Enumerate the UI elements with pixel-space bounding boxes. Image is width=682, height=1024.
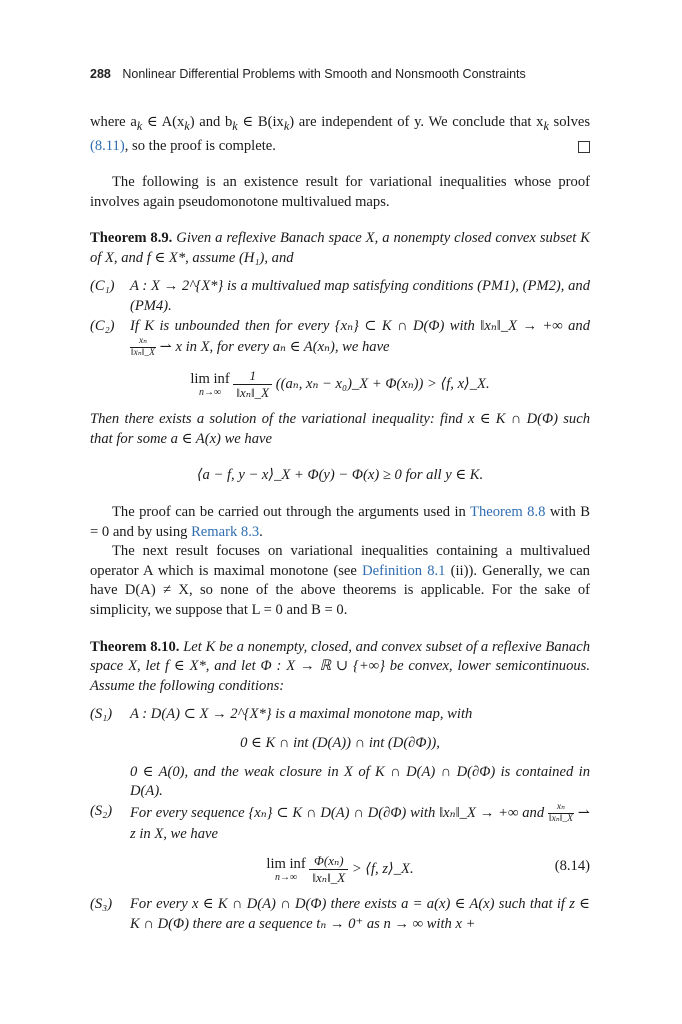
text-run: . (259, 523, 263, 540)
condition-s1-after: 0 ∈ A(0), and the weak closure in X of K ∩ D(A) ∩ D(∂Φ) is contained in D(A). (130, 763, 590, 800)
condition-s2 (90, 802, 590, 845)
spacer (90, 621, 590, 638)
condition-s2-label: (S₂) (90, 802, 113, 819)
fraction-numerator: xₙ (130, 336, 156, 348)
spacer (90, 696, 590, 705)
spacer (90, 359, 590, 368)
theorem-8-9-conclusion: Then there exists a solution of the variational inequality: find x ∈ K ∩ D(Φ) such that for some a ∈ A(x) we have (90, 411, 590, 447)
text-run: ∈ A(x (146, 114, 185, 130)
qed-box-icon (578, 141, 590, 153)
fraction-xn-over-norm (548, 802, 574, 825)
spacer (90, 212, 590, 229)
subscript: k (184, 118, 190, 133)
running-header (90, 67, 590, 81)
fraction-denominator: ‖xₙ‖_X (548, 813, 573, 824)
condition-s1-label: (S₁) (90, 706, 113, 723)
text-run: , so the proof is complete. (124, 137, 276, 154)
liminf-text: lim inf (266, 856, 306, 873)
paragraph-maximal-monotone (90, 542, 590, 620)
paragraph-proof-remark (90, 503, 590, 542)
text-run: The proof can be carried out through the arguments used in (112, 504, 466, 521)
spacer (90, 449, 590, 466)
text-run: ) and b (189, 114, 233, 130)
equation-8-14 (90, 853, 590, 886)
eq-8-11-link[interactable]: (8.11) (90, 137, 125, 154)
condition-c2-label: (C₂) (90, 317, 115, 334)
main-text (90, 113, 590, 935)
condition-c1-label: (C₁) (90, 278, 115, 295)
fraction-numerator: xₙ (548, 802, 574, 814)
condition-s1 (90, 705, 590, 725)
liminf-inequality-c2 (90, 368, 590, 401)
paragraph-proof-end (90, 113, 590, 156)
theorem-8-9-title: Theorem 8.9. (90, 230, 173, 247)
spacer (90, 401, 590, 410)
condition-c2-text-a: If K is unbounded then for every {xₙ} ⊂ K ∩ D(Φ) with ‖xₙ‖_X → +∞ (130, 317, 563, 334)
theorem-8-8-link[interactable]: Theorem 8.8 (470, 504, 546, 521)
equation-number: (8.14) (554, 858, 590, 875)
liminf-subscript: n→∞ (198, 387, 222, 399)
theorem-8-9 (90, 229, 590, 268)
running-title: Nonlinear Differential Problems with Smooth and Nonsmooth Constraints (122, 67, 526, 81)
liminf-operator (190, 371, 229, 398)
fraction-denominator: ‖xₙ‖_X (131, 348, 155, 359)
spacer (90, 486, 590, 503)
fraction-xn-over-norm (130, 336, 156, 359)
condition-c2 (90, 317, 590, 360)
variational-inequality: ⟨a − f, y − x⟩_X + Φ(y) − Φ(x) ≥ 0 for all y ∈ K. (196, 467, 484, 484)
fraction-numerator: 1 (233, 368, 272, 385)
inequality-right-side: ((aₙ, xₙ − x₀)_X + Φ(xₙ)) > ⟨f, x⟩_X. (275, 376, 490, 393)
condition-s3 (90, 895, 590, 934)
theorem-8-10 (90, 638, 590, 697)
spacer (90, 886, 590, 895)
text-run: ) are independent of y. We conclude that x (289, 114, 544, 130)
fraction-one-over-norm (233, 368, 272, 401)
subscript: k (283, 118, 290, 133)
condition-s3-text: For every x ∈ K ∩ D(A) ∩ D(Φ) there exists a = a(x) ∈ A(x) such that if z ∈ K ∩ D(Φ) there are a sequence tₙ → 0⁺ as n → ∞ with x + (130, 896, 590, 932)
text-run: with B = 0 and by using (90, 504, 590, 540)
text-run: (ii)). Generally, we can have D(A) ≠ X, so none of the above theorems is applicable. For the sake of simplicity, we suppose that L = 0 and B = 0. (90, 562, 590, 618)
fraction-phi-over-norm (309, 853, 348, 886)
fraction-denominator: ‖xₙ‖_X (236, 385, 270, 401)
condition-c2-text-b: and (568, 317, 590, 334)
theorem-8-10-title: Theorem 8.10. (90, 638, 180, 655)
spacer (90, 268, 590, 277)
text-run: ∈ B(ix (242, 114, 284, 130)
condition-s1-equation: 0 ∈ K ∩ int (D(A)) ∩ int (D(∂Φ)), (240, 734, 440, 751)
text-run: where a (90, 114, 137, 130)
spacer (90, 725, 590, 734)
inequality-right-side: > ⟨f, z⟩_X. (351, 861, 414, 878)
condition-s1-text: A : D(A) ⊂ X → 2^{X*} is a maximal monotone map, with (130, 706, 473, 723)
liminf-subscript: n→∞ (274, 872, 298, 884)
text-run: solves (553, 114, 591, 130)
theorem-8-9-intro: Given a reflexive Banach space X, a nonempty closed convex subset K of X, and f ∈ X*, assume (H₁), and (90, 230, 590, 266)
page-number: 288 (90, 67, 111, 81)
spacer (90, 754, 590, 763)
condition-c1-text: A : X → 2^{X*} is a multivalued map satisfying conditions (PM1), (PM2), and (PM4). (130, 278, 590, 315)
definition-8-1-link[interactable]: Definition 8.1 (362, 562, 446, 579)
paragraph-existence-intro: The following is an existence result for variational inequalities whose proof involves again pseudomonotone multivalued maps. (90, 174, 590, 210)
subscript: k (136, 118, 143, 133)
spacer (90, 844, 590, 853)
condition-c2-text-c: ⇀ x in X, for every aₙ ∈ A(xₙ), we have (159, 339, 390, 356)
condition-c1 (90, 277, 590, 316)
liminf-operator (266, 856, 305, 883)
condition-s2-text-a: For every sequence {xₙ} ⊂ K ∩ D(A) ∩ D(∂Φ) with ‖xₙ‖_X → +∞ and (130, 804, 545, 821)
condition-s1-continued (90, 763, 590, 802)
spacer (90, 156, 590, 173)
liminf-text: lim inf (190, 371, 230, 388)
remark-8-3-link[interactable]: Remark 8.3 (191, 523, 260, 540)
condition-s2-text-b: ⇀ z in X, we have (130, 804, 591, 842)
text-run: The next result focuses on variational inequalities containing a multivalued operator A which is maximal monotone (see (90, 543, 590, 579)
theorem-8-10-intro: Let K be a nonempty, closed, and convex subset of a reflexive Banach space X, let f ∈ X*, and let Φ : X → ℝ ∪ {+∞} be convex, lower semicontinuous. Assume the following conditions: (90, 638, 590, 694)
fraction-numerator: Φ(xₙ) (309, 853, 348, 870)
subscript: k (232, 118, 238, 133)
subscript: k (543, 118, 549, 133)
fraction-denominator: ‖xₙ‖_X (312, 870, 346, 886)
condition-s3-label: (S₃) (90, 896, 113, 913)
